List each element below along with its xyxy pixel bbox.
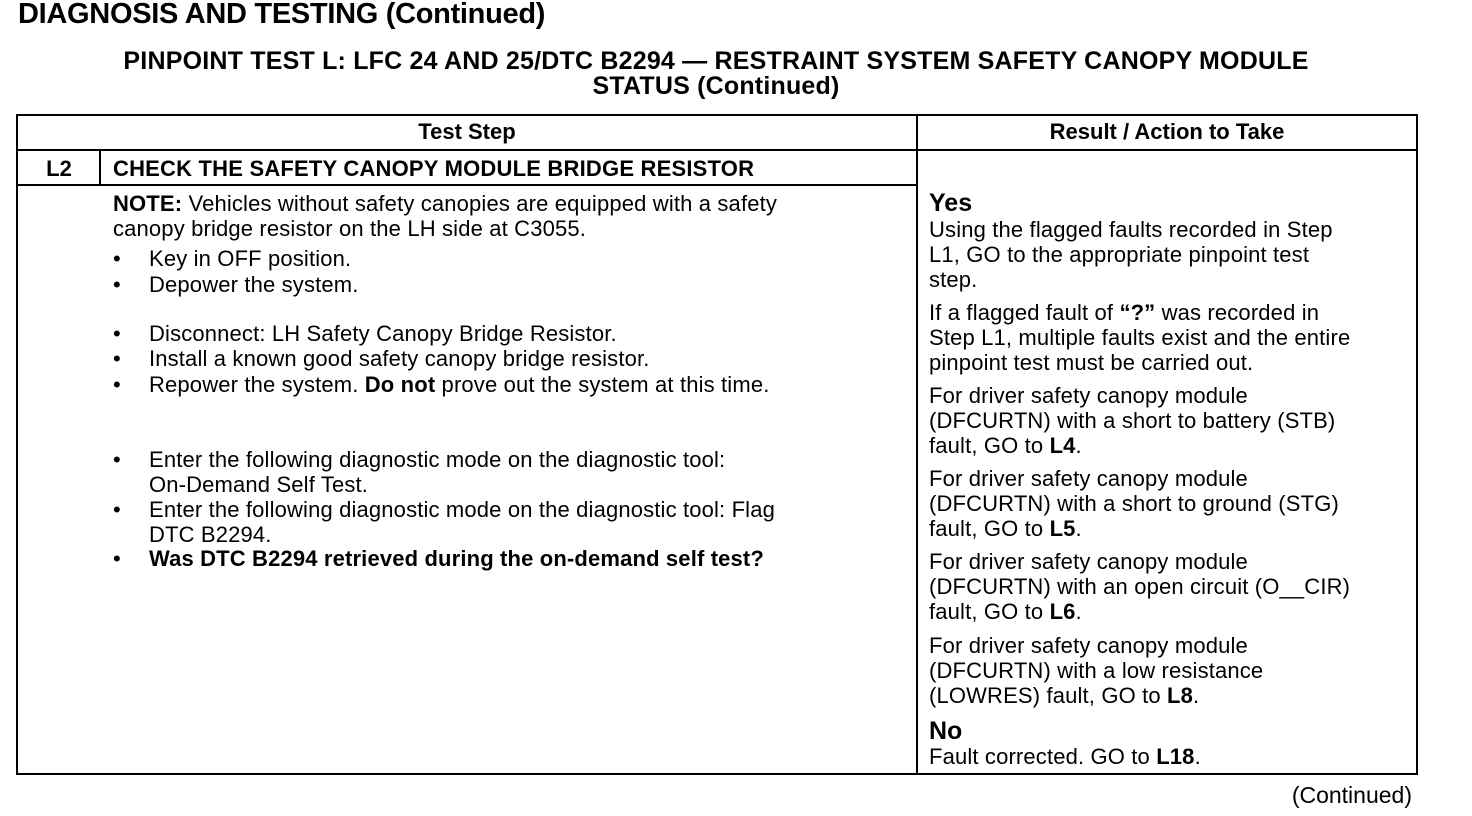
repower-bold: Do not <box>364 372 436 397</box>
bullet-4-marker: • <box>113 346 121 371</box>
ocir-line-2: (DFCURTN) with an open circuit (O__CIR) <box>929 574 1351 599</box>
yes-p2-post: was recorded in <box>1155 300 1320 325</box>
yes-p2-line-2: Step L1, multiple faults exist and the entire <box>929 325 1351 350</box>
pinpoint-test-title <box>0 49 1432 99</box>
bullet-depower: Depower the system. <box>149 272 359 297</box>
header-divider <box>16 149 1418 151</box>
stg-text: fault, GO to <box>929 516 1050 541</box>
ocir-line-1: For driver safety canopy module <box>929 549 1248 574</box>
bullet-6-marker: • <box>113 447 121 472</box>
no-line: Fault corrected. GO to L18. <box>929 744 1201 769</box>
stb-line-1: For driver safety canopy module <box>929 383 1248 408</box>
bullet-5-marker: • <box>113 372 121 397</box>
lowres-text: (LOWRES) fault, GO to <box>929 683 1168 708</box>
bullet-question: Was DTC B2294 retrieved during the on-demand self test? <box>149 546 765 571</box>
bullet-1-marker: • <box>113 246 121 271</box>
bullet-2-marker: • <box>113 272 121 297</box>
step-id: L2 <box>46 156 72 181</box>
note-line-2: canopy bridge resistor on the LH side at C3055. <box>113 216 586 241</box>
page-heading: DIAGNOSIS AND TESTING (Continued) <box>18 0 546 30</box>
table-border-right <box>1416 114 1418 775</box>
header-result-action: Result / Action to Take <box>1049 119 1285 144</box>
stg-line-2: (DFCURTN) with a short to ground (STG) <box>929 491 1339 516</box>
bullet-install: Install a known good safety canopy bridge resistor. <box>149 346 650 371</box>
table-border-left <box>16 114 18 775</box>
yes-p2-pre: If a flagged fault of <box>929 300 1120 325</box>
note-text-1: Vehicles without safety canopies are equipped with a safety <box>182 191 778 216</box>
yes-p2-line-3: pinpoint test must be carried out. <box>929 350 1254 375</box>
bullet-flag-line-2: DTC B2294. <box>149 522 272 547</box>
ocir-text: fault, GO to <box>929 599 1050 624</box>
stg-line-1: For driver safety canopy module <box>929 466 1248 491</box>
yes-p1-line-3: step. <box>929 267 978 292</box>
stb-line-2: (DFCURTN) with a short to battery (STB) <box>929 408 1336 433</box>
note-line-1 <box>113 191 777 216</box>
stb-line-3: fault, GO to L4. <box>929 433 1082 458</box>
bullet-3-marker: • <box>113 321 121 346</box>
continued-label: (Continued) <box>1291 782 1412 808</box>
yes-p2-line-1 <box>929 300 1319 325</box>
no-ref: L18 <box>1156 744 1195 769</box>
stb-ref: L4 <box>1049 433 1076 458</box>
yes-p2-bold: “?” <box>1119 300 1156 325</box>
lowres-line-2: (DFCURTN) with a low resistance <box>929 658 1264 683</box>
no-label: No <box>929 717 963 745</box>
bullet-flag-line-1: Enter the following diagnostic mode on the diagnostic tool: Flag <box>149 497 775 522</box>
lowres-line-3: (LOWRES) fault, GO to L8. <box>929 683 1200 708</box>
bullet-8-marker: • <box>113 546 121 571</box>
bullet-key-off: Key in OFF position. <box>149 246 352 271</box>
header-test-step: Test Step <box>418 119 516 144</box>
column-divider <box>916 114 918 775</box>
yes-label: Yes <box>929 189 973 217</box>
test-title-line-2: STATUS (Continued) <box>592 72 840 100</box>
lowres-line-1: For driver safety canopy module <box>929 633 1248 658</box>
table-border-bottom <box>16 773 1418 775</box>
ocir-line-3: fault, GO to L6. <box>929 599 1082 624</box>
no-text: Fault corrected. GO to <box>929 744 1157 769</box>
bullet-7-marker: • <box>113 497 121 522</box>
bullet-ods-line-1: Enter the following diagnostic mode on the diagnostic tool: <box>149 447 726 472</box>
bullet-repower <box>149 372 769 397</box>
repower-pre: Repower the system. <box>149 372 365 397</box>
yes-p1-line-1: Using the flagged faults recorded in Step <box>929 217 1333 242</box>
repower-post: prove out the system at this time. <box>435 372 770 397</box>
stg-ref: L5 <box>1049 516 1076 541</box>
stg-line-3: fault, GO to L5. <box>929 516 1082 541</box>
lowres-ref: L8 <box>1167 683 1194 708</box>
test-title-line-1: PINPOINT TEST L: LFC 24 AND 25/DTC B2294 — RESTRAINT SYSTEM SAFETY CANOPY MODULE <box>123 47 1309 75</box>
bullet-disconnect: Disconnect: LH Safety Canopy Bridge Resistor. <box>149 321 617 346</box>
bullet-ods-line-2: On-Demand Self Test. <box>149 472 369 497</box>
step-title: CHECK THE SAFETY CANOPY MODULE BRIDGE RESISTOR <box>113 156 755 181</box>
stb-text: fault, GO to <box>929 433 1050 458</box>
note-label: NOTE: <box>113 191 183 216</box>
yes-p1-line-2: L1, GO to the appropriate pinpoint test <box>929 242 1310 267</box>
ocir-ref: L6 <box>1049 599 1076 624</box>
